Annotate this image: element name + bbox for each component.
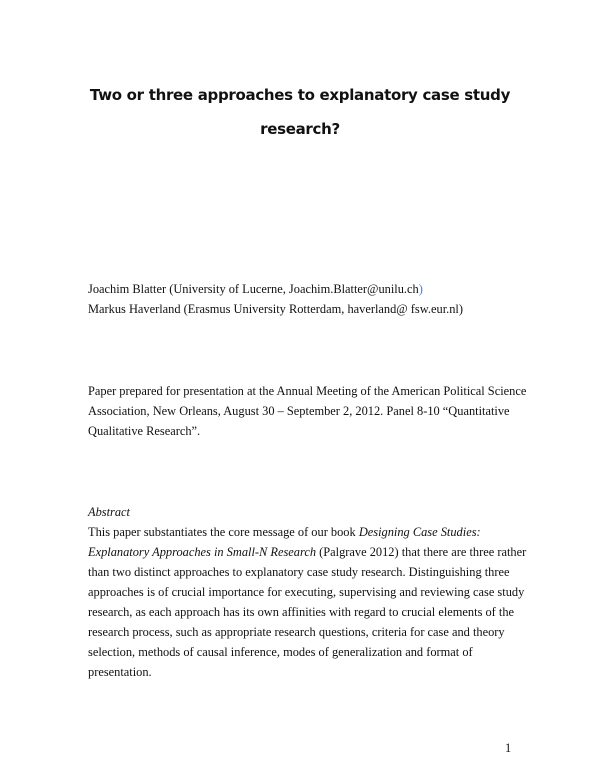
author-line: Markus Haverland (Erasmus University Rotterdam, haverland@ fsw.eur.nl) (88, 302, 463, 316)
page-number: 1 (505, 741, 512, 755)
title-line: Two or three approaches to explanatory case study (89, 86, 511, 104)
abstract-line (88, 542, 528, 562)
abstract-text: This paper substantiates the core message of our book (88, 525, 359, 539)
author-text: Joachim Blatter (University of Lucerne, Joachim.Blatter@unilu.ch (88, 282, 419, 296)
abstract (88, 502, 528, 682)
abstract-line (88, 522, 528, 542)
abstract-line: presentation. (88, 665, 152, 679)
abstract-line: research process, such as appropriate research questions, criteria for case and theory (88, 625, 505, 639)
author-close-paren: ) (418, 282, 423, 296)
note-line: Paper prepared for presentation at the Annual Meeting of the American Political Science (88, 384, 527, 398)
book-subtitle: Explanatory Approaches in Small-N Research (88, 545, 317, 559)
abstract-line: approaches is of crucial importance for executing, supervising and reviewing case study (88, 585, 525, 599)
abstract-heading (88, 502, 528, 522)
note-line: Qualitative Research”. (88, 424, 201, 438)
abstract-text: (Palgrave 2012) that there are three rather (316, 545, 527, 559)
abstract-line: research, as each approach has its own affinities with regard to crucial elements of the (88, 605, 515, 619)
presentation-note (88, 381, 528, 441)
abstract-line: selection, methods of causal inference, modes of generalization and format of (88, 645, 473, 659)
authors (88, 279, 528, 319)
document-title (60, 78, 540, 146)
abstract-heading-text: Abstract (88, 505, 130, 519)
abstract-line: than two distinct approaches to explanatory case study research. Distinguishing three (88, 565, 510, 579)
title-line: research? (260, 120, 340, 138)
book-title: Designing Case Studies: (358, 525, 481, 539)
note-line: Association, New Orleans, August 30 – September 2, 2012. Panel 8-10 “Quantitative (88, 404, 510, 418)
author-line (88, 279, 528, 299)
